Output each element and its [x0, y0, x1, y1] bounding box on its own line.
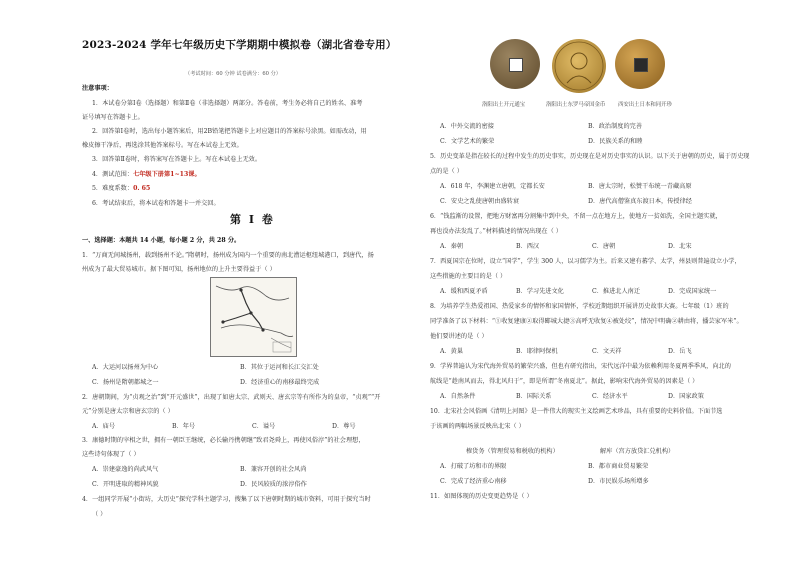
question-3-text: 3．康德时期的宰相之世，拥有一朝臣王继统，必长输丹携朝继”致君尧舜上，再使风俗淳”的社会理想，	[82, 437, 365, 444]
question-9-text: 9．学界普遍认为宋代海外贸易的繁荣兴盛，但也有研究指出，宋代远洋中最为依赖利用冬夏两季季风，向北的	[430, 363, 731, 370]
note-line: 证号填写在答题卡上。	[82, 114, 144, 121]
q10-option-a: A．打破了坊和市的界限	[440, 463, 507, 470]
q6-option-b: B．西汉	[516, 243, 540, 250]
question-1-text: 州成为了最大贸易城市。据下图可知，扬州地位的上升主要得益于（ ）	[82, 266, 276, 273]
q7-option-a: A．缓和西夏矛盾	[440, 288, 488, 295]
q1-option-d: D．经济重心的南移最终完成	[240, 379, 320, 386]
q5-option-d: D．唐代高僧鉴真东渡日本，传授律经	[588, 198, 692, 205]
q6-option-c: C．唐朝	[592, 243, 616, 250]
coin-caption-3: 西安出土日本和同开珍	[618, 102, 672, 108]
q5-option-c: C．安史之乱使唐朝由盛转衰	[440, 198, 519, 205]
q4-option-a: A．中外交流的密接	[440, 123, 494, 130]
q9-option-a: A．自然条件	[440, 393, 476, 400]
question-6-text: 6．“钱监渐的设置，把地方财富再分割集中到中央，不留一点在地方上，使地方一贫如洗，全国主题实就，	[430, 213, 722, 220]
q5-option-a: A．618 年，李渊建立唐朝，定都长安	[440, 183, 545, 190]
map-figure	[211, 278, 296, 356]
q3-option-c: C．开明进取的精神风貌	[92, 481, 159, 488]
q5-option-b: B．唐太宗时，松赞干布统一青藏高原	[588, 183, 692, 190]
q3-option-a: A．崇建豪逸的尚武风气	[92, 466, 159, 473]
q9-option-c: C．经济水平	[592, 393, 628, 400]
question-2-text: 2．唐朝期间，为“贞观之治”到“开元盛世”，出现了如唐太宗、武则天、唐玄宗等有所作为的皇帝，“贞观”“开	[82, 394, 381, 401]
section-title: 第 I 卷	[230, 213, 275, 226]
q1-option-c: C．扬州是隋朝都城之一	[92, 379, 159, 386]
q4-option-d: D．民族关系的和睦	[588, 138, 643, 145]
byzantine-gold-coin-image	[552, 39, 606, 93]
question-10-text: 10．北宋社会风俗画《清明上河图》是一件伟大的现实主义绘画艺术珍品，具有重要的史料价值。下面节选	[430, 408, 723, 415]
question-1-text: 1．“万商无间城扬州，载到扬州不论。”隋朝时，扬州成为国内一个重要的南北漕运枢纽城港口，到唐代，扬	[82, 252, 374, 259]
q1-option-a: A．大运河以扬州为中心	[92, 364, 159, 371]
note-line: 橡皮擦干净后，再选涂其他答案标号。写在本试卷上无效。	[82, 142, 243, 149]
q10-option-b: B．都市商业贸易繁荣	[588, 463, 649, 470]
question-8-text: 同学准备了以下材料：“①收复建康②取得郾城大捷③高呼无收复④被处绞”，情况中明确②耕由将，播芸家军米”。	[430, 318, 743, 325]
q4-option-c: C．文学艺术的繁荣	[440, 138, 495, 145]
section-instruction: 一、选择题：本题共 14 小题，每小题 2 分，共 28 分。	[82, 237, 241, 244]
q8-option-a: A．黄巢	[440, 348, 464, 355]
question-3-text: 这些诗句体现了（ ）	[82, 451, 140, 458]
exam-info: （考试时间：60 分钟 试卷满分：60 分）	[185, 71, 281, 77]
scene-caption-2: 解库（宫方放贷汇兑机构）	[600, 448, 675, 455]
question-11-text: 11．如图体现的历史变更趋势是（ ）	[430, 493, 533, 500]
scene-caption-1: 榷货务（管理贸易和税收的机构）	[466, 448, 559, 455]
notes-title: 注意事项：	[82, 85, 113, 92]
question-8-text: 他们要讲述的是（ ）	[430, 333, 488, 340]
wadou-kaichin-coin-image	[615, 39, 665, 89]
coin-caption-2: 洛阳出土东罗马帝国金币	[546, 102, 606, 108]
q10-option-c: C．完成了经济重心南移	[440, 478, 507, 485]
q7-option-b: B．学习先进文化	[516, 288, 564, 295]
page-title: 2023-2024 学年七年级历史下学期期中模拟卷（湖北省卷专用）	[82, 39, 397, 51]
q3-option-d: D．民风较质的浓淳俗作	[240, 481, 307, 488]
q2-option-b: B．年号	[172, 423, 196, 430]
note-line: 3．回答第Ⅱ卷时，将答案写在答题卡上。写在本试卷上无效。	[92, 156, 262, 163]
q6-option-a: A．秦朝	[440, 243, 464, 250]
q10-option-d: D．市民娱乐场所增多	[588, 478, 649, 485]
kaiyuan-coin-image	[490, 39, 540, 89]
q7-option-d: D．完成国家统一	[668, 288, 717, 295]
note-difficulty: 5．难度系数：0. 65	[92, 185, 151, 192]
q8-option-b: B．耶律阿保机	[516, 348, 558, 355]
coin-hole	[634, 58, 648, 72]
question-6-text: 再也没办法发乱了。”材料描述的情况出现在（ ）	[430, 228, 562, 235]
q8-option-c: C．文天祥	[592, 348, 622, 355]
note-scope: 4．测试范围：七年级下册第1~13课。	[92, 171, 201, 178]
note-line: 6．考试结束后，将本试卷和答题卡一并交回。	[92, 200, 220, 207]
note-line: 2．回答第Ⅰ卷时，选出每小题答案后，用2B铅笔把答题卡上对应题目的答案标号涂黑。如需改动，用	[92, 128, 367, 135]
coin-hole	[509, 58, 523, 72]
question-5-text: 点的是（ ）	[430, 168, 463, 175]
q2-option-c: C．谥号	[252, 423, 276, 430]
question-7-text: 这些措施的主要目的是（ ）	[430, 273, 507, 280]
note-line: 1．本试卷分第Ⅰ卷（选择题）和第Ⅱ卷（非选择题）两部分。答卷前，考生务必将自己的姓名、准考	[92, 100, 363, 107]
question-2-text: 元”分别是唐太宗和唐玄宗的（ ）	[82, 408, 174, 415]
q3-option-b: B．兼容开创的社会风尚	[240, 466, 307, 473]
q4-option-b: B．政治制度的完善	[588, 123, 643, 130]
q8-option-d: D．岳飞	[668, 348, 692, 355]
coin-portrait	[552, 39, 606, 93]
question-9-text: 航线是“趁南风而去，得北风归于”，即是所谓“冬南夏北”。据此，影响宋代海外贸易的因素是（ ）	[430, 378, 699, 385]
question-7-text: 7．西夏国宗在位时，设立“国学”，学生 300 人，以习儒学为主。后来又建有蕃学、太学，州县则普遍设立小学，	[430, 258, 741, 265]
question-4-text: 4．一组同学开展“小街坊，大历史”探究学科主题学习，搜集了以下唐朝时期的城市资料，可用于探究当时	[82, 496, 371, 503]
q1-option-b: B．其位于运河和长江交汇处	[240, 364, 319, 371]
q6-option-d: D．北宋	[668, 243, 692, 250]
q2-option-a: A．庙号	[92, 423, 116, 430]
coin-caption-1: 洛阳出土开元通宝	[482, 102, 526, 108]
question-4-text: （ ）	[92, 511, 107, 518]
question-10-text: 于该画的两幅场景反映出北宋（ ）	[430, 423, 525, 430]
grand-canal-map	[210, 277, 297, 357]
q9-option-d: D．国家政策	[668, 393, 704, 400]
q7-option-c: C．推进北人南迁	[592, 288, 641, 295]
q2-option-d: D．尊号	[332, 423, 356, 430]
question-5-text: 5．历史变革是指在较长的过程中发生的历史事实，历史现在是对历史事实的认识。以下关于唐朝的历史，属于历史现	[430, 153, 750, 160]
q9-option-b: B．国际关系	[516, 393, 552, 400]
question-8-text: 8．为培养学生热爱祖国、热爱家乡的情怀和家国情怀，学校近期组织开展讲历史故事大赛。七年级（1）班的	[430, 303, 729, 310]
